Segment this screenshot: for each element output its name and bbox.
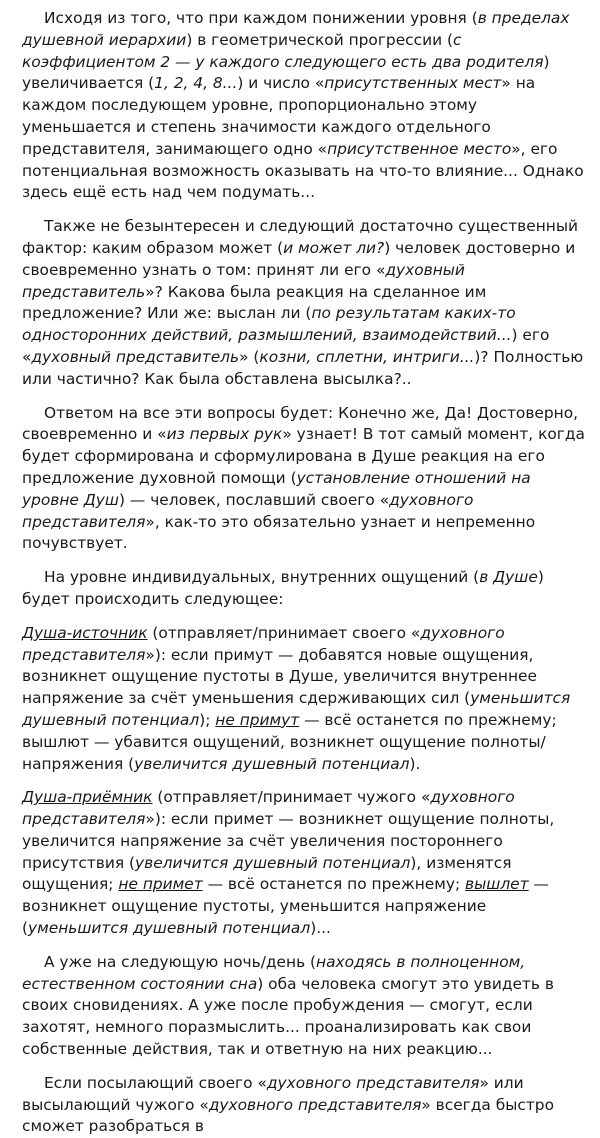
text-run: ), изменятся ощущения; <box>22 853 512 894</box>
emphasis: духовного представителя <box>266 1073 480 1092</box>
emphasis: и может ли? <box>283 238 385 257</box>
emphasis: духовного представителя <box>22 788 515 829</box>
paragraph-3 <box>22 403 588 556</box>
text-run: Ответом на все эти вопросы будет: Конечно же, Да! Достоверно, своевременно и « <box>22 403 579 444</box>
paragraph-7 <box>22 952 588 1061</box>
emphasis: духовного представителя <box>22 490 474 531</box>
emphasis: присутственных мест <box>324 74 502 93</box>
text-run: »? Какова была реакция на сделанное им предложение? Или же: выслан ли ( <box>22 282 487 323</box>
emphasis: находясь в полноценном, естественном состоянии сна <box>22 952 526 993</box>
text-run: (отправляет/принимает чужого « <box>152 788 431 807</box>
text-run: ) будет происходить следующее: <box>22 568 544 608</box>
emphasis: 1, 2, 4, 8... <box>154 74 238 93</box>
text-run: »): если примут — добавятся новые ощущения, возникнет ощущение пустоты в Душе, увеличится внутреннее напряжение за счёт уменьшения сдерживающих сил ( <box>22 645 537 708</box>
emphasis: из первых рук <box>166 425 283 444</box>
text-run: На уровне индивидуальных, внутренних ощущений ( <box>44 568 480 587</box>
text-run: )? Полностью или частично? Как была обставлена высылка?.. <box>22 347 584 388</box>
text-run: » на каждом последующем уровне, пропорционально этому уменьшается и степень значимости каждого отдельного представителя, занимающего одно « <box>22 74 536 158</box>
emphasis: присутственное место <box>327 139 512 158</box>
emphasis: с коэффициентом 2 — у каждого следующего есть два родителя <box>22 30 544 71</box>
text-run: (отправляет/принимает своего « <box>147 623 421 642</box>
paragraph-4 <box>22 567 588 611</box>
text-run: ) и число « <box>237 74 325 93</box>
text-run: ) в геометрической прогрессии ( <box>186 30 453 49</box>
paragraph-1 <box>22 8 588 204</box>
text-run: », как-то это обязательно узнает и непременно почувствует. <box>22 512 536 553</box>
emphasis: духовного представителя <box>208 1095 422 1114</box>
paragraph-6-soul-receiver <box>22 787 588 940</box>
text-run: » узнает! В тот самый момент, когда будет сформирована и сформулирована в Душе реакция на его предложение духовной помощи ( <box>22 425 585 487</box>
text-run: ) оба человека смогут это увидеть в своих сновидениях. А уже после пробуждения — смогут, если захотят, немного поразмыслить... проанализировать как свои собственные действия, так и ответную на них реакцию... <box>22 974 554 1059</box>
text-run: — всё останется по прежнему; вышлют — убавится ощущений, возникнет ощущение полноты/напряжения ( <box>22 710 557 773</box>
emphasis-underlined: Душа-приёмник <box>22 788 153 807</box>
emphasis: увеличится душевный потенциал <box>134 754 410 773</box>
text-run: А уже на следующую ночь/день ( <box>44 952 317 971</box>
text-run: Исходя из того, что при каждом понижении уровня ( <box>44 9 478 27</box>
text-run: Также не безынтересен и следующий достаточно существенный фактор: каким образом может ( <box>22 217 578 257</box>
text-run: », его потенциальная возможность оказывать на что-то влияние... Однако здесь ещё есть над чем подумать... <box>22 139 584 202</box>
text-run: ) человек достоверно и своевременно узнать о том: принят ли его « <box>22 238 576 279</box>
emphasis: духовный представитель <box>22 260 465 301</box>
emphasis: козни, сплетни, интриги... <box>259 347 475 366</box>
emphasis: в Душе <box>479 568 538 587</box>
text-run: » всегда быстро сможет разобраться в <box>22 1095 554 1136</box>
emphasis: духовный представитель <box>31 347 240 366</box>
text-run: ) его « <box>22 326 550 366</box>
paragraph-8 <box>22 1073 588 1138</box>
text-run: ). <box>409 754 421 773</box>
emphasis-underlined: вышлет <box>465 875 529 894</box>
emphasis-underlined: Душа-источник <box>22 623 148 642</box>
text-run: » или высылающий чужого « <box>22 1073 524 1114</box>
text-run: »): если примет — возникнет ощущение полноты, увеличится напряжение за счёт увеличения постороннего присутствия ( <box>22 810 555 872</box>
emphasis: духовного представителя <box>22 623 505 664</box>
text-run: ) — человек, пославший своего « <box>119 490 390 509</box>
emphasis: в пределах душевной иерархии <box>22 9 570 49</box>
text-run: — возникнет ощущение пустоты, уменьшится напряжение ( <box>22 875 549 938</box>
text-run: Если посылающий своего « <box>44 1073 267 1092</box>
emphasis: уменьшится душевный потенциал <box>28 919 311 938</box>
emphasis: по результатам каких-то односторонних действий, размышлений, взаимодействий... <box>22 304 516 345</box>
paragraph-5-soul-source <box>22 623 588 776</box>
text-run: » ( <box>239 347 260 366</box>
paragraph-2 <box>22 216 588 390</box>
emphasis-underlined: не примет <box>118 875 203 894</box>
emphasis: установление отношений на уровне Душ <box>22 468 531 509</box>
emphasis-underlined: не примут <box>215 710 300 729</box>
emphasis: увеличится душевный потенциал <box>135 853 411 872</box>
emphasis: уменьшится душевный потенциал <box>22 689 571 729</box>
text-run: )... <box>310 919 331 938</box>
text-run: ); <box>199 710 216 729</box>
text-run: — всё останется по прежнему; <box>202 875 466 894</box>
text-run: ) увеличивается ( <box>22 52 550 93</box>
